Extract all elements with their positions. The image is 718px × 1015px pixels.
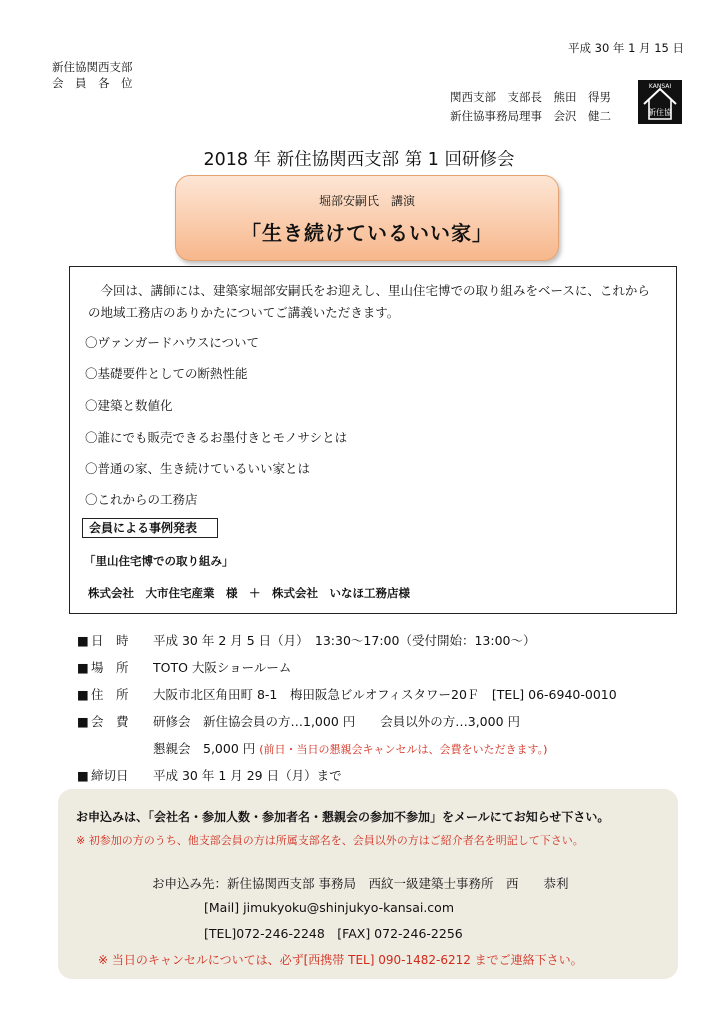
topic-item: 〇ヴァンガードハウスについて [85, 335, 260, 350]
detail-value: 大阪市北区角田町 8-1 梅田阪急ビルオフィスタワー20Ｆ [TEL] 06-6940-0010 [153, 687, 617, 702]
sender [450, 90, 611, 128]
cancel-note: ※ 当日のキャンセルについては、必ず[西携帯 TEL] 090-1482-6212 までご連絡下さい。 [98, 953, 583, 967]
speaker-line: 堀部安嗣氏 講演 [318, 194, 415, 208]
case-study-label: 会員による事例発表 [82, 518, 218, 538]
detail-fee [77, 712, 520, 730]
detail-deadline [77, 766, 342, 784]
bullet-square: ■ [77, 633, 89, 648]
detail-value: 研修会 新住協会員の方…1,000 円 会員以外の方…3,000 円 [153, 714, 521, 729]
logo-top-text: KANSAI [648, 83, 672, 90]
case-study-title: 「里山住宅博での取り組み」 [84, 554, 234, 568]
detail-party [153, 739, 547, 757]
lecture-banner [175, 175, 559, 261]
detail-place [77, 658, 291, 676]
contact-mail[interactable]: [Mail] jimukyoku@shinjukyo-kansai.com [204, 900, 454, 915]
detail-label: 住 所 [91, 687, 129, 702]
addressee-members: 会 員 各 位 [52, 76, 133, 90]
topic-item: 〇建築と数値化 [85, 398, 173, 413]
topic-item: 〇これからの工務店 [85, 492, 198, 507]
document-date: 平成 30 年 1 月 15 日 [567, 41, 684, 55]
detail-label: 場 所 [91, 660, 129, 675]
topic-item: 〇誰にでも販売できるお墨付きとモノサシとは [85, 430, 348, 445]
party-cancel-note: (前日・当日の懇親会キャンセルは、会費をいただきます。) [259, 743, 548, 756]
logo-bottom-text: 新住協 [648, 108, 672, 117]
detail-label: 締切日 [91, 768, 129, 783]
bullet-square: ■ [77, 714, 89, 729]
party-fee: 懇親会 5,000 円 [153, 741, 256, 756]
bullet-square: ■ [77, 660, 89, 675]
application-note: ※ 初参加の方のうち、他支部会員の方は所属支部名を、会員以外の方はご紹介者名を明記して下さい。 [76, 834, 584, 847]
kansai-logo [638, 80, 682, 124]
sender-line-1: 関西支部 支部長 熊田 得男 [450, 90, 611, 104]
detail-label: 会 費 [91, 714, 129, 729]
addressee-org: 新住協関西支部 [52, 60, 133, 74]
bullet-square: ■ [77, 687, 89, 702]
detail-value: 平成 30 年 1 月 29 日（月）まで [153, 768, 342, 783]
house-logo-icon [638, 80, 682, 124]
detail-label: 日 時 [91, 633, 129, 648]
contact-tel-fax: [TEL]072-246-2248 [FAX] 072-246-2256 [204, 926, 463, 941]
application-headline: お申込みは、「会社名・参加人数・参加者名・懇親会の参加不参加」をメールにてお知らせ下さい。 [76, 810, 610, 824]
case-study-companies: 株式会社 大市住宅産業 様 ＋ 株式会社 いなほ工務店様 [88, 586, 410, 600]
topic-item: 〇普通の家、生き続けているいい家とは [85, 461, 311, 476]
sender-line-2: 新住協事務局理事 会沢 健二 [450, 109, 611, 123]
bullet-square: ■ [77, 768, 89, 783]
topic-item: 〇基礎要件としての断熱性能 [85, 366, 248, 381]
detail-datetime [77, 631, 535, 649]
page-title: 2018 年 新住協関西支部 第 1 回研修会 [203, 150, 515, 170]
detail-value: TOTO 大阪ショールーム [153, 660, 292, 675]
addressee [52, 60, 133, 92]
intro-text: 今回は、講師には、建築家堀部安嗣氏をお迎えし、里山住宅博での取り組みをベースに、これからの地域工務店のありかたについてご講義いただきます。 [88, 283, 650, 320]
detail-address [77, 685, 617, 703]
application-contact: お申込み先：新住協関西支部 事務局 西紋一級建築士事務所 西 恭利 [152, 876, 569, 891]
lecture-theme: 「生き続けているいい家」 [241, 221, 493, 245]
detail-value: 平成 30 年 2 月 5 日（月） 13:30～17:00（受付開始：13:00～） [153, 633, 536, 648]
